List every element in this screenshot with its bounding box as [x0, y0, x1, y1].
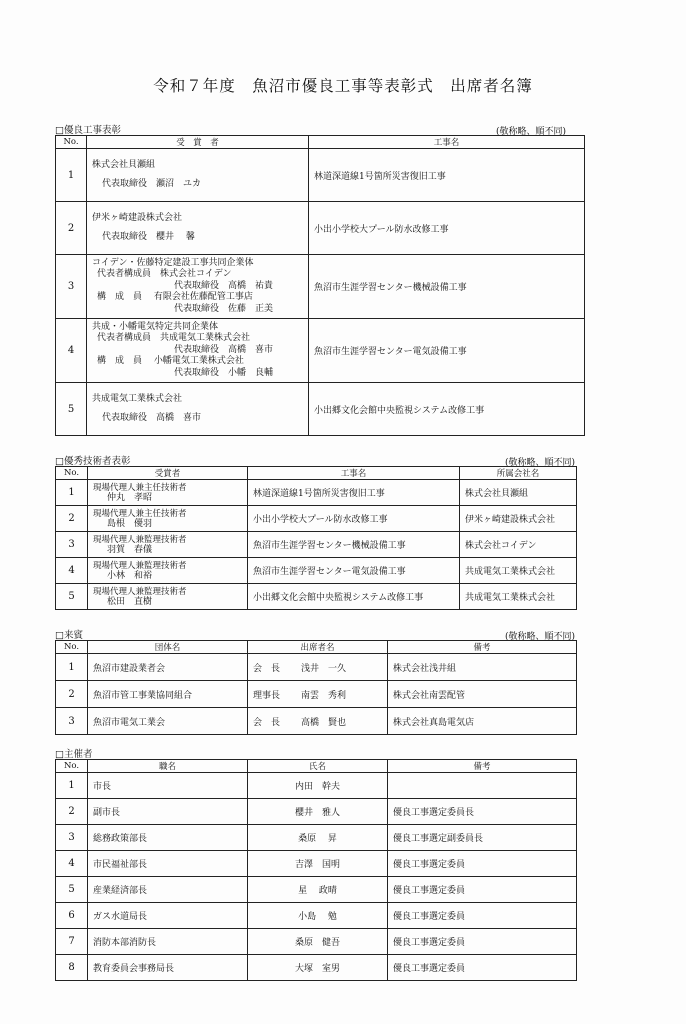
- remarks-cell: 優良工事選定委員: [388, 955, 577, 981]
- jv-name-line: コイデン・佐藤特定建設工事共同企業体: [92, 257, 254, 268]
- col-no: No.: [56, 136, 87, 149]
- work-name-cell: 魚沼市生涯学習センター電気設備工事: [309, 319, 585, 383]
- excellent-works-table: [55, 135, 585, 436]
- col-awardee: 受賞者: [88, 467, 248, 480]
- name-cell: 星 政晴: [248, 877, 388, 903]
- awardee-cell: [87, 149, 309, 202]
- member-line: 構 成 員 小幡電気工業株式会社: [97, 356, 244, 367]
- table-row: [56, 708, 577, 735]
- name-cell: 大塚 室男: [248, 955, 388, 981]
- col-work-name: 工事名: [309, 136, 585, 149]
- remarks-cell: 株式会社浅井組: [388, 654, 577, 681]
- row-number: 1: [56, 149, 87, 202]
- remarks-cell: 優良工事選定委員: [388, 929, 577, 955]
- representative-line: 代表取締役 櫻井 馨: [102, 232, 195, 242]
- awardee-cell: [88, 532, 248, 558]
- name-cell: 桑原 昇: [248, 825, 388, 851]
- company-line: 共成電気工業株式会社: [92, 393, 183, 404]
- section-heading-guests: □来賓: [55, 630, 83, 641]
- work-name-cell: 魚沼市生涯学習センター電気設備工事: [248, 558, 460, 584]
- work-name-cell: 林道深道線1号箇所災害復旧工事: [309, 149, 585, 202]
- person-name: 松田 直樹: [107, 596, 153, 607]
- table-row: [56, 319, 585, 383]
- section-heading-awards: □優良工事表彰: [55, 125, 121, 136]
- table-row: [56, 383, 585, 436]
- row-number: 1: [56, 773, 88, 799]
- company-line: 伊米ヶ崎建設株式会社: [92, 212, 183, 223]
- table-header-row: [56, 760, 577, 773]
- table-row: [56, 799, 577, 825]
- row-number: 7: [56, 929, 88, 955]
- remarks-cell: 優良工事選定委員長: [388, 799, 577, 825]
- table-row: [56, 955, 577, 981]
- col-work-name: 工事名: [248, 467, 460, 480]
- attendee-cell: [248, 654, 388, 681]
- row-number: 8: [56, 955, 88, 981]
- attendee-title: 理事長: [253, 690, 281, 701]
- row-number: 2: [56, 506, 88, 532]
- post-cell: 教育委員会事務局長: [88, 955, 248, 981]
- row-number: 6: [56, 903, 88, 929]
- attendee-cell: [248, 681, 388, 708]
- awardee-cell: [87, 383, 309, 436]
- post-cell: ガス水道局長: [88, 903, 248, 929]
- person-name: 島根 優羽: [107, 518, 153, 529]
- col-no: No.: [56, 760, 88, 773]
- table-row: [56, 903, 577, 929]
- page-title: 令和７年度 魚沼市優良工事等表彰式 出席者名簿: [153, 77, 533, 95]
- table-row: [56, 480, 577, 506]
- table-row: [56, 532, 577, 558]
- col-post: 職名: [88, 760, 248, 773]
- work-name-cell: 小出郷文化会館中央監視システム改修工事: [248, 584, 460, 610]
- row-number: 2: [56, 681, 88, 708]
- table-row: [56, 851, 577, 877]
- work-name-cell: 小出郷文化会館中央監視システム改修工事: [309, 383, 585, 436]
- work-name-cell: 魚沼市生涯学習センター機械設備工事: [309, 255, 585, 319]
- col-name: 氏名: [248, 760, 388, 773]
- col-awardee: 受 賞 者: [87, 136, 309, 149]
- work-name-cell: 小出小学校大プール防水改修工事: [309, 202, 585, 255]
- awardee-cell: [88, 506, 248, 532]
- group-cell: 魚沼市電気工業会: [88, 708, 248, 735]
- post-cell: 総務政策部長: [88, 825, 248, 851]
- guests-table: [55, 640, 577, 735]
- awardee-cell: [88, 584, 248, 610]
- row-number: 5: [56, 877, 88, 903]
- member-line: 構 成 員 有限会社佐藤配管工事店: [97, 292, 253, 303]
- post-cell: 副市長: [88, 799, 248, 825]
- table-row: [56, 681, 577, 708]
- row-number: 4: [56, 851, 88, 877]
- row-number: 3: [56, 532, 88, 558]
- awardee-cell: [87, 202, 309, 255]
- group-cell: 魚沼市建設業者会: [88, 654, 248, 681]
- col-remarks: 備考: [388, 641, 577, 654]
- awardee-cell: [87, 255, 309, 319]
- row-number: 3: [56, 825, 88, 851]
- attendee-cell: [248, 708, 388, 735]
- post-cell: 市長: [88, 773, 248, 799]
- section-heading-engineers: □優秀技術者表彰: [55, 456, 131, 467]
- name-cell: 吉澤 国明: [248, 851, 388, 877]
- table-row: [56, 877, 577, 903]
- col-remarks: 備考: [388, 760, 577, 773]
- row-number: 4: [56, 319, 87, 383]
- section-heading-hosts: □主催者: [55, 749, 93, 760]
- table-row: [56, 202, 585, 255]
- awardee-cell: [88, 558, 248, 584]
- row-number: 2: [56, 202, 87, 255]
- person-name: 小林 和裕: [107, 570, 153, 581]
- jv-name-line: 共成・小幡電気特定共同企業体: [92, 321, 219, 332]
- post-cell: 産業経済部長: [88, 877, 248, 903]
- representative-line: 代表取締役 高橋 喜市: [102, 413, 202, 423]
- role-line: 現場代理人兼監理技術者: [93, 560, 187, 571]
- remarks-cell: 優良工事選定副委員長: [388, 825, 577, 851]
- remarks-cell: 優良工事選定委員: [388, 903, 577, 929]
- honorific-note: (敬称略、順不同): [505, 632, 576, 642]
- col-attendee: 出席者名: [248, 641, 388, 654]
- hosts-table: [55, 759, 577, 981]
- honorific-note: (敬称略、順不同): [505, 458, 576, 468]
- role-line: 現場代理人兼監理技術者: [93, 534, 187, 545]
- table-row: [56, 584, 577, 610]
- attendee-name: 浅井 一久: [301, 663, 347, 674]
- company-cell: 伊米ヶ崎建設株式会社: [460, 506, 577, 532]
- representative-member-line: 代表者構成員 株式会社コイデン: [97, 269, 232, 280]
- name-cell: 櫻井 雅人: [248, 799, 388, 825]
- remarks-cell: 株式会社真島電気店: [388, 708, 577, 735]
- honorific-note: (敬称略、順不同): [496, 127, 567, 137]
- group-cell: 魚沼市管工事業協同組合: [88, 681, 248, 708]
- remarks-cell: 優良工事選定委員: [388, 851, 577, 877]
- representative-line: 代表取締役 瀬沼 ユカ: [102, 179, 202, 189]
- representative-line: 代表取締役 佐藤 正美: [174, 303, 274, 314]
- name-cell: 桑原 健吾: [248, 929, 388, 955]
- company-line: 株式会社貝瀬組: [92, 159, 156, 170]
- table-row: [56, 558, 577, 584]
- person-name: 仲丸 孝昭: [107, 492, 153, 503]
- work-name-cell: 小出小学校大プール防水改修工事: [248, 506, 460, 532]
- row-number: 5: [56, 383, 87, 436]
- table-row: [56, 506, 577, 532]
- remarks-cell: [388, 773, 577, 799]
- col-no: No.: [56, 467, 88, 480]
- representative-line: 代表取締役 高橋 喜市: [174, 344, 274, 355]
- row-number: 4: [56, 558, 88, 584]
- role-line: 現場代理人兼主任技術者: [93, 482, 187, 493]
- name-cell: 小島 勉: [248, 903, 388, 929]
- work-name-cell: 魚沼市生涯学習センター機械設備工事: [248, 532, 460, 558]
- table-row: [56, 149, 585, 202]
- attendee-name: 高橋 賢也: [301, 717, 347, 728]
- awardee-cell: [88, 480, 248, 506]
- awardee-cell: [87, 319, 309, 383]
- role-line: 現場代理人兼主任技術者: [93, 508, 187, 519]
- post-cell: 市民福祉部長: [88, 851, 248, 877]
- row-number: 1: [56, 654, 88, 681]
- col-company: 所属会社名: [460, 467, 577, 480]
- row-number: 3: [56, 255, 87, 319]
- company-cell: 株式会社貝瀬組: [460, 480, 577, 506]
- table-header-row: [56, 641, 577, 654]
- row-number: 2: [56, 799, 88, 825]
- attendee-title: 会 長: [253, 663, 281, 674]
- table-row: [56, 255, 585, 319]
- attendee-title: 会 長: [253, 717, 281, 728]
- representative-member-line: 代表者構成員 共成電気工業株式会社: [97, 333, 251, 344]
- engineers-table: [55, 466, 577, 610]
- row-number: 1: [56, 480, 88, 506]
- representative-line: 代表取締役 高橋 祐貴: [174, 280, 274, 291]
- attendee-name: 南雲 秀利: [301, 690, 347, 701]
- company-cell: 株式会社コイデン: [460, 532, 577, 558]
- post-cell: 消防本部消防長: [88, 929, 248, 955]
- table-row: [56, 929, 577, 955]
- table-row: [56, 654, 577, 681]
- name-cell: 内田 幹夫: [248, 773, 388, 799]
- table-row: [56, 825, 577, 851]
- company-cell: 共成電気工業株式会社: [460, 584, 577, 610]
- remarks-cell: 株式会社南雲配管: [388, 681, 577, 708]
- row-number: 3: [56, 708, 88, 735]
- remarks-cell: 優良工事選定委員: [388, 877, 577, 903]
- company-cell: 共成電気工業株式会社: [460, 558, 577, 584]
- col-no: No.: [56, 641, 88, 654]
- table-header-row: [56, 136, 585, 149]
- work-name-cell: 林道深道線1号箇所災害復旧工事: [248, 480, 460, 506]
- table-row: [56, 773, 577, 799]
- col-group: 団体名: [88, 641, 248, 654]
- representative-line: 代表取締役 小幡 良輔: [174, 367, 274, 378]
- person-name: 羽賀 春儀: [107, 544, 153, 555]
- row-number: 5: [56, 584, 88, 610]
- role-line: 現場代理人兼監理技術者: [93, 586, 187, 597]
- table-header-row: [56, 467, 577, 480]
